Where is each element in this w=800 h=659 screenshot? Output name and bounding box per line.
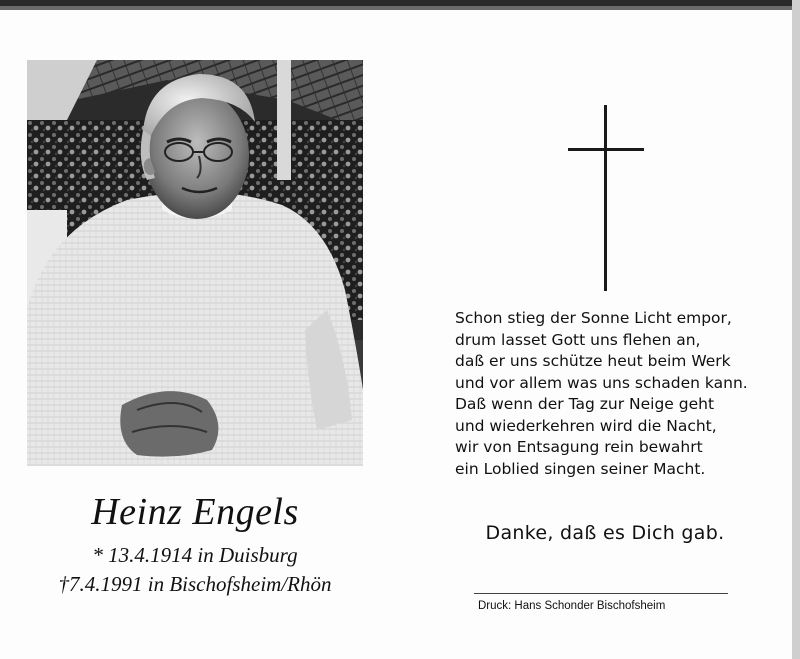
deceased-name: Heinz Engels <box>91 491 299 533</box>
divider-line <box>474 593 728 594</box>
death-info: †7.4.1991 in Bischofsheim/Rhön <box>58 572 332 596</box>
portrait-illustration <box>27 60 363 466</box>
scan-edge-shadow <box>0 6 800 10</box>
poem-line: und wiederkehren wird die Nacht, <box>455 416 717 435</box>
prayer-poem <box>455 308 775 480</box>
poem-line: und vor allem was uns schaden kann. <box>455 373 748 392</box>
birth-info: * 13.4.1914 in Duisburg <box>92 543 298 567</box>
scan-edge-right <box>792 0 800 659</box>
portrait-photo <box>27 60 363 466</box>
poem-line: Schon stieg der Sonne Licht empor, <box>455 309 732 327</box>
cross-horizontal-bar <box>568 148 644 151</box>
poem-line: ein Loblied singen seiner Macht. <box>455 459 706 478</box>
cross-vertical-bar <box>604 105 607 291</box>
cross-icon <box>568 105 644 291</box>
poem-line: drum lasset Gott uns flehen an, <box>455 330 701 349</box>
printer-credit: Druck: Hans Schonder Bischofsheim <box>478 600 666 612</box>
poem-line: daß er uns schütze heut beim Werk <box>455 352 731 370</box>
poem-line: wir von Entsagung rein bewahrt <box>455 438 703 456</box>
thanks-line: Danke, daß es Dich gab. <box>485 522 725 544</box>
poem-line: Daß wenn der Tag zur Neige geht <box>455 395 715 413</box>
